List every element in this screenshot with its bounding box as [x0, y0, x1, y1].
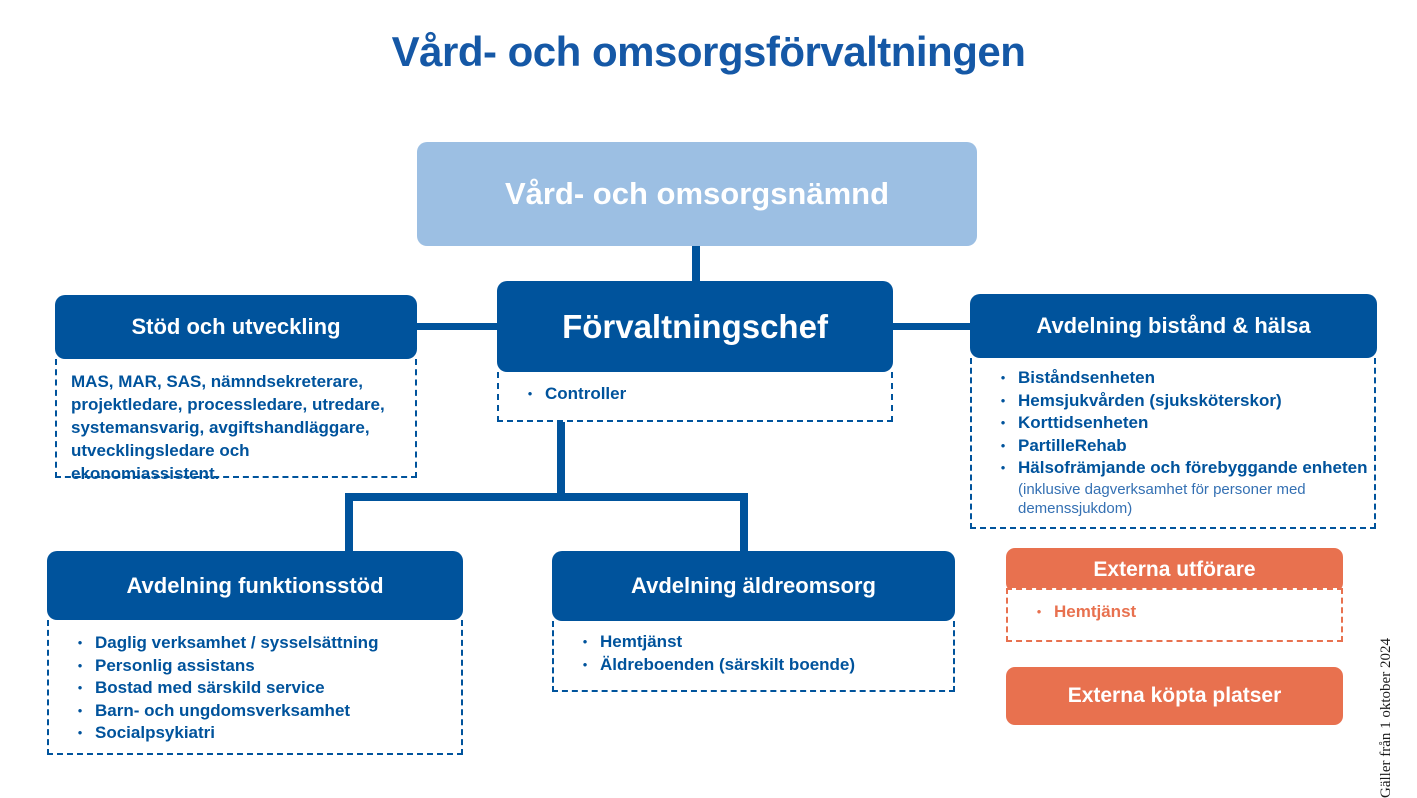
bullet-icon: •: [582, 656, 588, 672]
list-item: [49, 632, 461, 655]
bullet-icon: •: [1000, 415, 1006, 430]
list-item: [49, 655, 461, 678]
assistance-detail-box: [970, 358, 1376, 529]
chief-label: Förvaltningschef: [562, 307, 828, 345]
list-item: [1008, 601, 1341, 624]
list-item-label: Controller: [545, 384, 627, 403]
connector-board-chief: [692, 246, 700, 283]
connector-chief-assistance: [891, 323, 972, 330]
bullet-icon: •: [77, 680, 83, 695]
elderly-care-label: Avdelning äldreomsorg: [631, 573, 876, 598]
list-item-label: PartilleRehab: [1018, 435, 1127, 455]
list-item-label: Hemsjukvården (sjuksköterskor): [1018, 390, 1282, 410]
external-providers-box: [1006, 548, 1343, 592]
list-item: [554, 654, 953, 677]
elderly-care-list: [554, 621, 953, 676]
list-item-label: Daglig verksamhet / sysselsättning: [95, 633, 379, 652]
external-providers-list: [1008, 590, 1341, 624]
board-label: Vård- och omsorgsnämnd: [504, 176, 890, 211]
list-item: [49, 700, 461, 723]
list-item: [972, 367, 1374, 390]
elderly-care-detail-box: [552, 621, 955, 692]
list-item: [49, 677, 461, 700]
list-item-label: Korttidsenheten: [1018, 413, 1149, 432]
bullet-icon: •: [582, 634, 588, 649]
list-item-label: Äldreboenden (särskilt boende): [600, 654, 856, 674]
list-item-label: Hemtjänst: [1054, 602, 1137, 621]
list-item-label: Biståndsenheten: [1018, 368, 1155, 387]
chief-staff-box: [497, 372, 893, 422]
external-purchased-box: [1006, 667, 1343, 725]
list-item: [554, 631, 953, 654]
list-item-label: Hälsofrämjande och förebyggande enheten: [1018, 458, 1368, 477]
chief-box: [497, 281, 893, 372]
bullet-icon: •: [77, 635, 83, 650]
functional-support-box: [47, 551, 463, 620]
list-item-label: Barn- och ungdomsverksamhet: [95, 700, 351, 720]
list-item-label: Socialpsykiatri: [95, 723, 216, 742]
page-title: Vård- och omsorgsförvaltningen: [391, 28, 1026, 75]
bullet-icon: •: [77, 657, 83, 673]
bullet-icon: •: [1036, 604, 1042, 619]
list-item: [499, 383, 891, 406]
list-item: [972, 457, 1374, 480]
connector-chief-down: [557, 422, 565, 497]
functional-support-list: [49, 620, 461, 745]
assistance-note: (inklusive dagverksamhet för personer med demenssjukdom): [1018, 480, 1306, 517]
connector-drop-left: [345, 497, 353, 553]
assistance-label: Avdelning bistånd & hälsa: [1036, 313, 1311, 338]
support-description: MAS, MAR, SAS, nämndsekreterare, projektledare, processledare, utredare, systemansvarig, avgiftshandläggare, utvecklingsledare och ekonomiassistent.: [71, 372, 385, 483]
list-item: [972, 412, 1374, 435]
assistance-list: [972, 358, 1374, 480]
list-item: [49, 722, 461, 745]
bullet-icon: •: [77, 725, 83, 740]
list-item-label: Personlig assistans: [95, 655, 255, 675]
validity-footnote: Gäller från 1 oktober 2024: [1378, 638, 1394, 798]
bullet-icon: •: [527, 386, 533, 401]
functional-support-label: Avdelning funktionsstöd: [126, 572, 384, 598]
assistance-box: [970, 294, 1377, 358]
connector-horizontal: [345, 493, 748, 501]
bullet-icon: •: [1000, 437, 1006, 453]
bullet-icon: •: [1000, 392, 1006, 408]
external-providers-label: Externa utförare: [1093, 558, 1256, 581]
chief-staff-list: [499, 372, 891, 406]
bullet-icon: •: [77, 702, 83, 718]
elderly-care-box: [552, 551, 955, 621]
external-purchased-label: Externa köpta platser: [1067, 684, 1282, 707]
list-item: [972, 435, 1374, 458]
support-box: [55, 295, 417, 359]
connector-chief-support: [417, 323, 499, 330]
connector-drop-right: [740, 497, 748, 553]
bullet-icon: •: [1000, 460, 1006, 475]
list-item: [972, 390, 1374, 413]
list-item-label: Bostad med särskild service: [95, 678, 325, 697]
bullet-icon: •: [1000, 370, 1006, 385]
support-label: Stöd och utveckling: [131, 314, 341, 339]
functional-support-detail-box: [47, 620, 463, 755]
board-box: [417, 142, 977, 246]
external-providers-detail-box: [1006, 588, 1343, 642]
list-item-label: Hemtjänst: [600, 632, 683, 651]
support-detail-box: [55, 359, 417, 483]
